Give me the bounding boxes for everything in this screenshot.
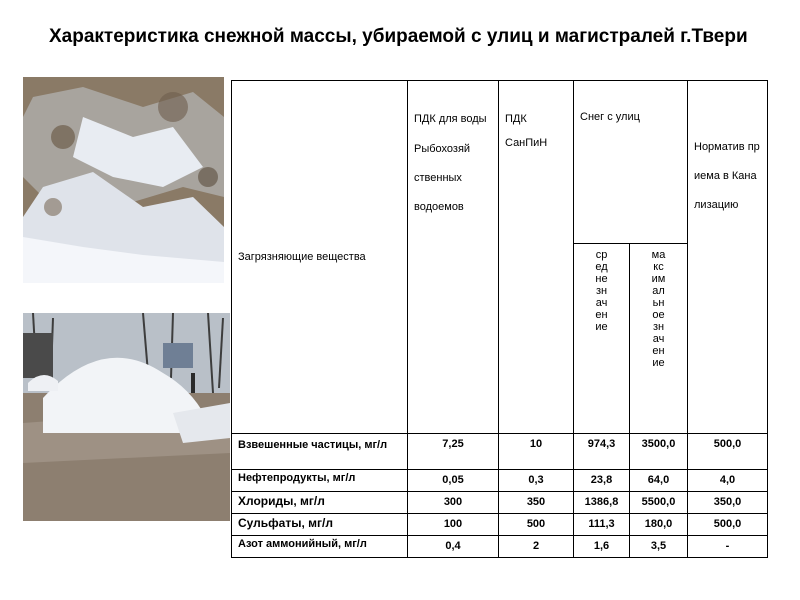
snow-pile-photo (23, 313, 230, 521)
header-street-snow: Снег с улиц (580, 111, 640, 123)
row-max: 64,0 (630, 470, 688, 492)
row-name: Сульфаты, мг/л (232, 514, 408, 536)
row-pdk-sanpin: 500 (499, 514, 574, 536)
row-max: 180,0 (630, 514, 688, 536)
header-pollutants: Загрязняющие вещества (238, 251, 366, 263)
slide-title: Характеристика снежной массы, убираемой с улиц и магистралей г.Твери (49, 26, 748, 47)
header-street-snow-cell (574, 81, 688, 244)
row-max: 3,5 (630, 536, 688, 558)
row-avg: 111,3 (574, 514, 630, 536)
row-norm: 500,0 (688, 514, 768, 536)
row-name: Нефтепродукты, мг/л (232, 470, 408, 492)
row-norm: 4,0 (688, 470, 768, 492)
row-avg: 1,6 (574, 536, 630, 558)
row-max: 3500,0 (630, 434, 688, 470)
row-pdk-water: 0,05 (408, 470, 499, 492)
snow-bank-photo (23, 77, 224, 283)
header-pdk-water-line2: Рыбохозяй ственных водоемов (414, 143, 471, 213)
header-avg-value: среднезначение (595, 249, 608, 333)
row-pdk-water: 7,25 (408, 434, 499, 470)
row-name: Азот аммонийный, мг/л (232, 536, 408, 558)
row-pdk-sanpin: 2 (499, 536, 574, 558)
header-max-value: максимальноезначение (651, 249, 666, 369)
row-avg: 974,3 (574, 434, 630, 470)
row-pdk-sanpin: 350 (499, 492, 574, 514)
header-sewer-norm: Норматив приема в Канализацию (694, 141, 760, 211)
header-avg-cell (574, 244, 630, 434)
row-pdk-sanpin: 10 (499, 434, 574, 470)
snow-characteristics-table (231, 80, 768, 558)
header-pdk-water-cell (408, 81, 499, 434)
header-pdk-sanpin-line1: ПДК (505, 113, 527, 125)
row-pdk-water: 0,4 (408, 536, 499, 558)
row-pdk-sanpin: 0,3 (499, 470, 574, 492)
row-pdk-water: 100 (408, 514, 499, 536)
header-pdk-water-line1: ПДК для воды (414, 113, 487, 125)
header-pdk-sanpin-cell (499, 81, 574, 434)
row-avg: 23,8 (574, 470, 630, 492)
row-avg: 1386,8 (574, 492, 630, 514)
row-name: Хлориды, мг/л (232, 492, 408, 514)
row-max: 5500,0 (630, 492, 688, 514)
row-pdk-water: 300 (408, 492, 499, 514)
row-norm: 500,0 (688, 434, 768, 470)
header-pdk-sanpin-line2: СанПиН (505, 137, 548, 149)
row-norm: - (688, 536, 768, 558)
header-max-cell (630, 244, 688, 434)
row-name: Взвешенные частицы, мг/л (232, 434, 408, 470)
header-pollutants-cell (232, 81, 408, 434)
header-sewer-norm-cell (688, 81, 768, 434)
row-norm: 350,0 (688, 492, 768, 514)
